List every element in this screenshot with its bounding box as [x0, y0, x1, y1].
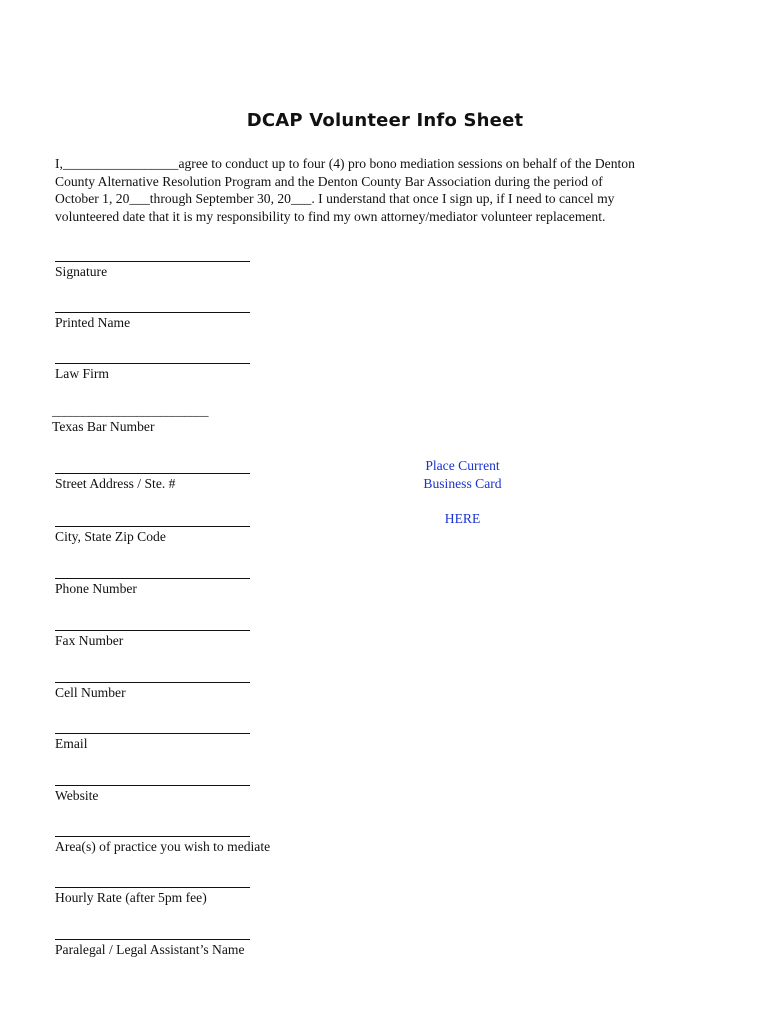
fax-field[interactable] — [55, 630, 315, 649]
printed-name-line — [55, 312, 250, 313]
website-line — [55, 785, 250, 786]
paralegal-name-line — [55, 939, 250, 940]
paralegal-name-field[interactable] — [55, 939, 315, 958]
texas-bar-field[interactable] — [52, 404, 312, 435]
texas-bar-line: __________________________ — [52, 403, 208, 418]
texas-bar-label: Texas Bar Number — [52, 419, 155, 434]
signature-line — [55, 261, 250, 262]
signature-field[interactable] — [55, 261, 315, 280]
page-title: DCAP Volunteer Info Sheet — [246, 110, 524, 131]
business-card-here: HERE — [444, 511, 481, 526]
business-card-placeholder — [405, 457, 520, 528]
phone-line — [55, 578, 250, 579]
street-address-field[interactable] — [55, 473, 315, 492]
email-field[interactable] — [55, 733, 315, 752]
hourly-rate-label: Hourly Rate (after 5pm fee) — [55, 890, 207, 905]
printed-name-label: Printed Name — [55, 315, 131, 330]
street-address-line — [55, 473, 250, 474]
printed-name-field[interactable] — [55, 312, 315, 331]
hourly-rate-field[interactable] — [55, 887, 315, 906]
cell-line — [55, 682, 250, 683]
phone-field[interactable] — [55, 578, 315, 597]
agreement-line-3: October 1, 20___through September 30, 20___. I understand that once I sign up, if I need to cancel my — [55, 191, 615, 206]
signature-label: Signature — [55, 264, 108, 279]
street-address-label: Street Address / Ste. # — [55, 476, 176, 491]
cell-label: Cell Number — [55, 685, 126, 700]
agreement-line-2: County Alternative Resolution Program and the Denton County Bar Association during the period of — [55, 173, 603, 189]
practice-areas-field[interactable] — [55, 836, 315, 855]
city-state-zip-line — [55, 526, 250, 527]
agreement-paragraph — [55, 155, 723, 225]
phone-label: Phone Number — [55, 581, 137, 596]
fax-line — [55, 630, 250, 631]
paralegal-name-label: Paralegal / Legal Assistant’s Name — [55, 942, 245, 957]
business-card-line-1: Place Current — [425, 458, 500, 473]
law-firm-label: Law Firm — [55, 366, 109, 381]
practice-areas-label: Area(s) of practice you wish to mediate — [55, 839, 271, 854]
practice-areas-line — [55, 836, 250, 837]
city-state-zip-label: City, State Zip Code — [55, 529, 166, 544]
fax-label: Fax Number — [55, 633, 124, 648]
agreement-line-4: volunteered date that it is my responsibility to find my own attorney/mediator volunteer replacement. — [55, 208, 606, 224]
hourly-rate-line — [55, 887, 250, 888]
business-card-line-2: Business Card — [423, 476, 502, 491]
law-firm-field[interactable] — [55, 363, 315, 382]
website-field[interactable] — [55, 785, 315, 804]
email-line — [55, 733, 250, 734]
email-label: Email — [55, 736, 88, 751]
agreement-line-1: I,_________________agree to conduct up to four (4) pro bono mediation sessions on behalf of the Denton — [55, 156, 635, 171]
city-state-zip-field[interactable] — [55, 526, 315, 545]
website-label: Website — [55, 788, 99, 803]
law-firm-line — [55, 363, 250, 364]
cell-field[interactable] — [55, 682, 315, 701]
